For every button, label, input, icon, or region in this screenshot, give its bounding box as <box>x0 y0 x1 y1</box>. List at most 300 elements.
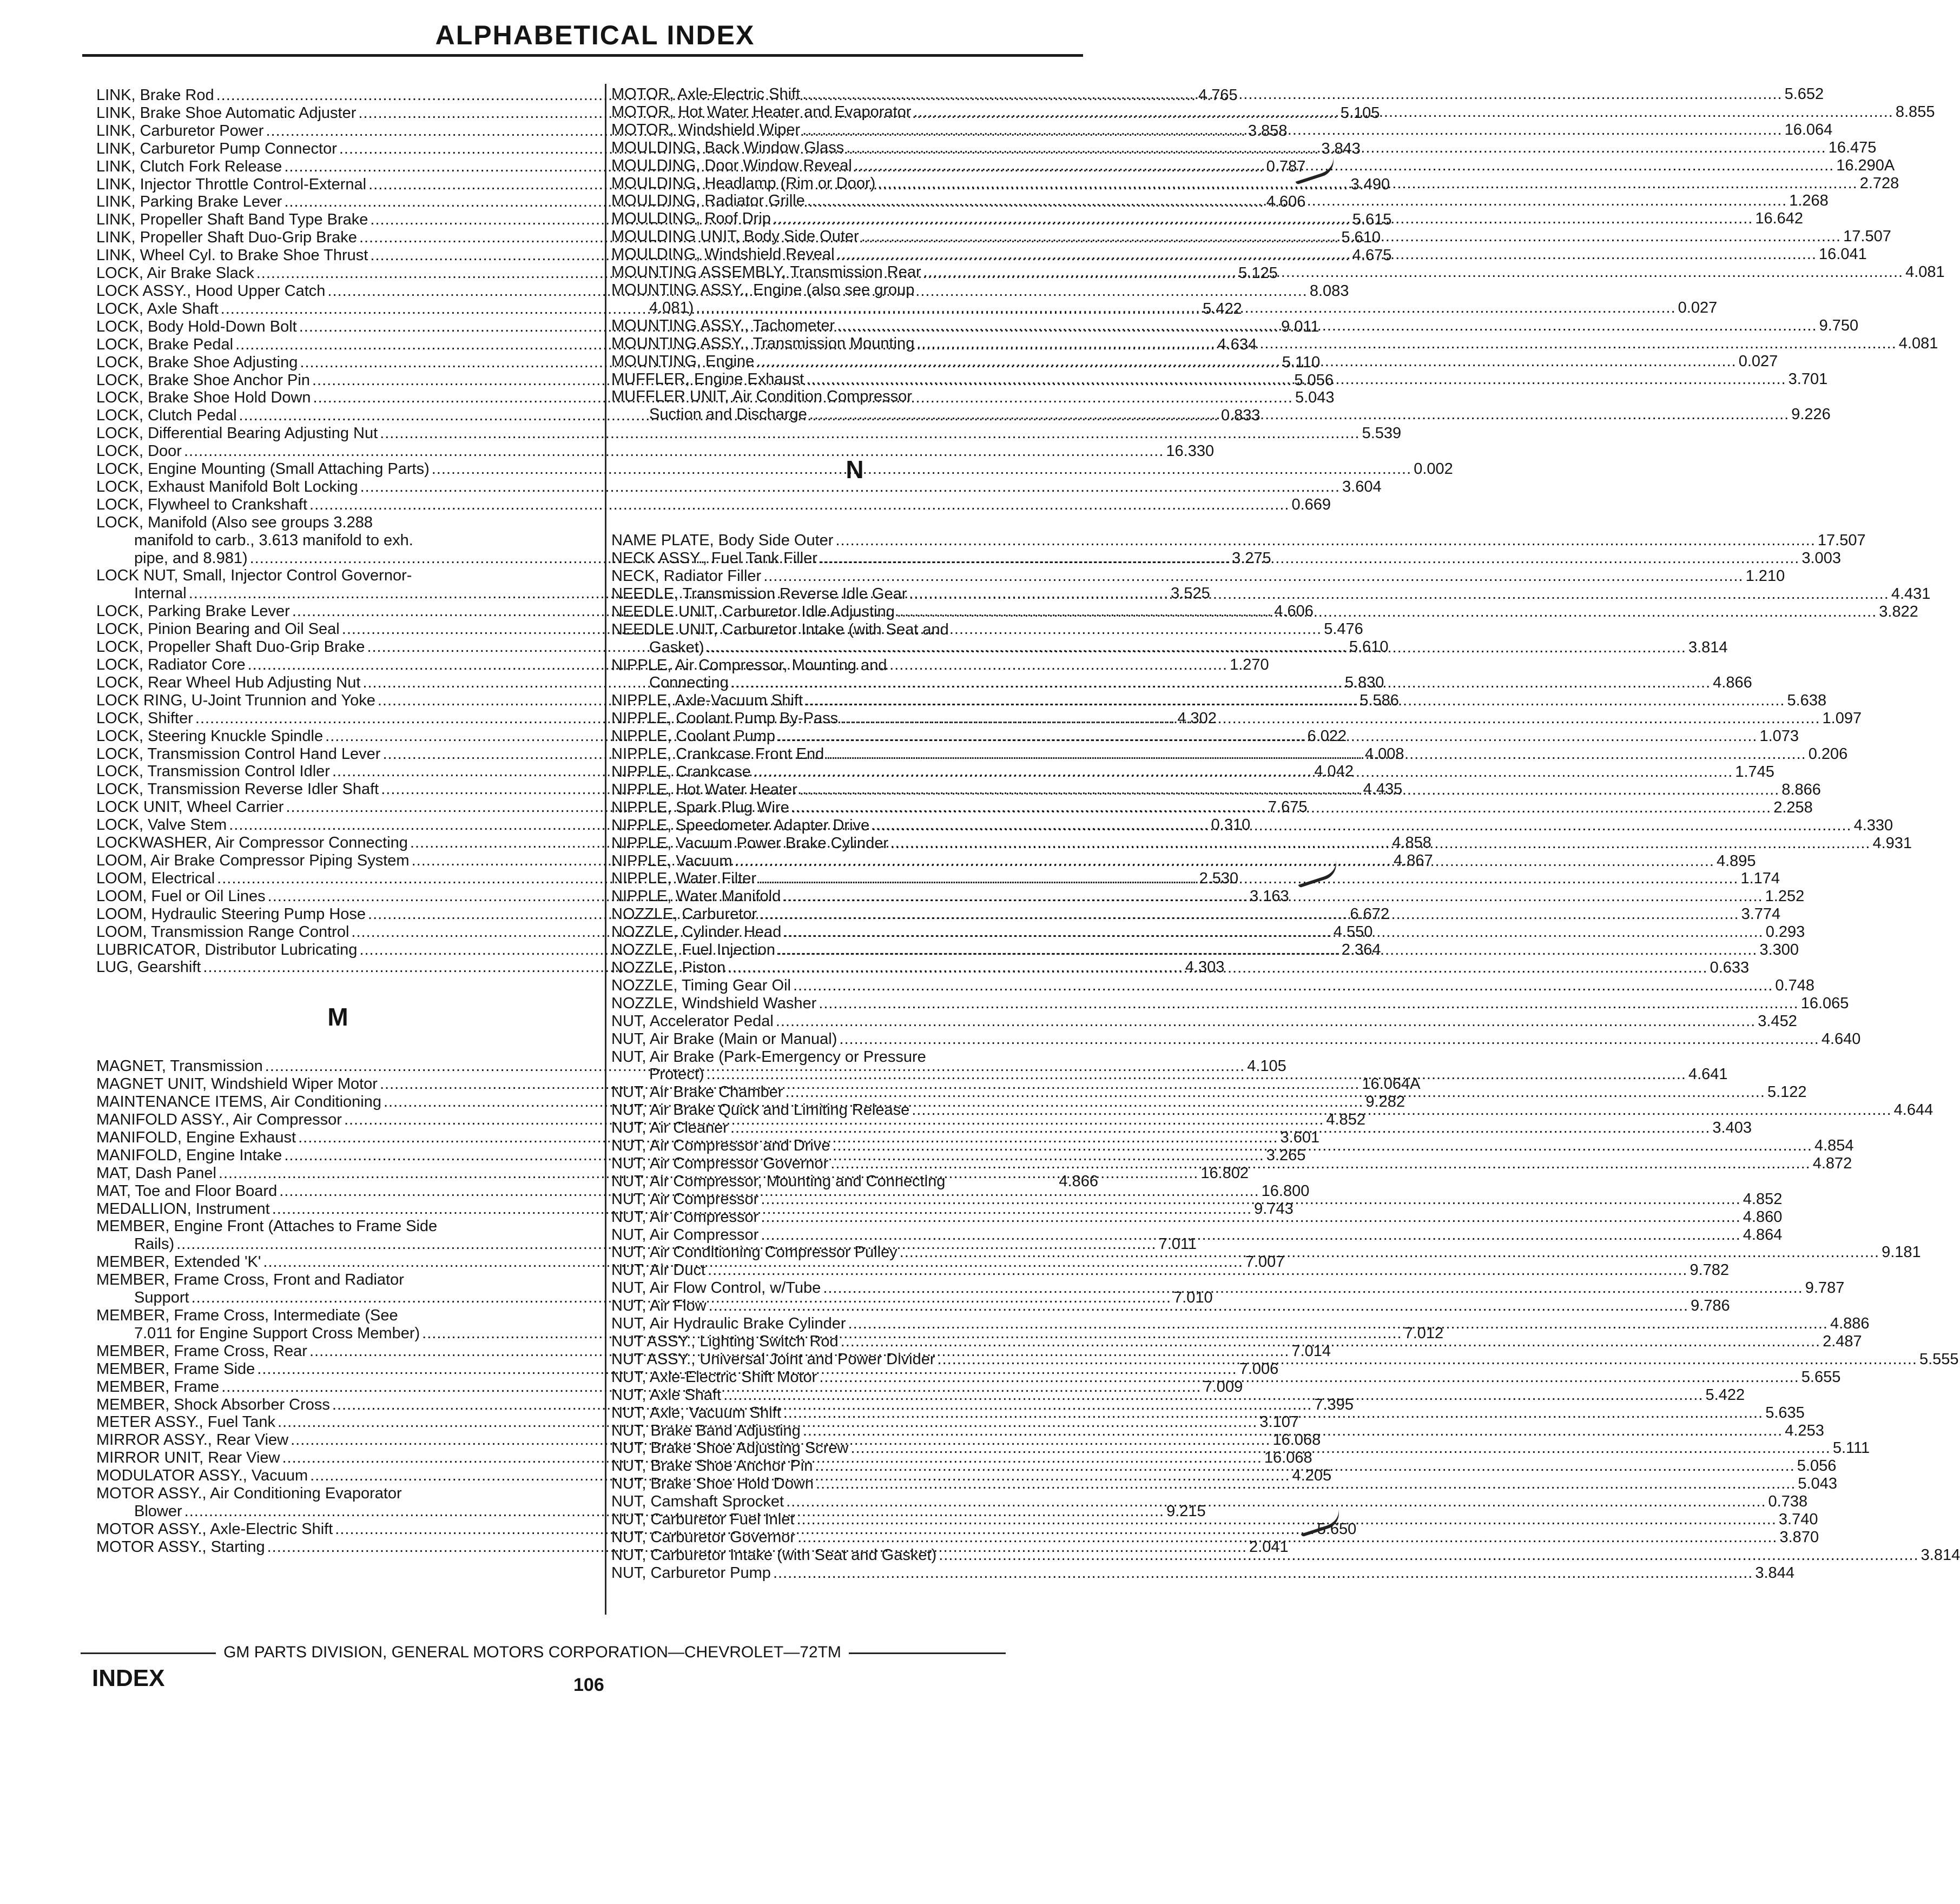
index-entry <box>96 1271 579 1289</box>
entry-ref: 3.265 <box>1266 1146 1306 1164</box>
entry-term: MANIFOLD, Engine Intake <box>96 1146 282 1164</box>
entry-term: MOUNTING ASSY., Tachometer <box>611 316 835 334</box>
entry-term: MOULDING, Headlamp (Rim or Door) <box>611 174 876 192</box>
index-entry <box>611 1012 1797 1030</box>
dot-leader <box>783 888 1763 905</box>
entry-ref: 4.640 <box>1821 1030 1861 1048</box>
entry-term: MUFFLER, Engine Exhaust <box>611 370 804 388</box>
dot-leader <box>823 1279 1803 1297</box>
entry-ref: 8.855 <box>1895 103 1935 121</box>
entry-term: MOTOR ASSY., Starting <box>96 1538 265 1556</box>
entry-term: NOZZLE, Fuel Injection <box>611 941 775 959</box>
entry-ref: 5.111 <box>1832 1439 1870 1457</box>
entry-ref: 4.606 <box>1266 193 1306 211</box>
entry-ref: 3.163 <box>1250 887 1289 905</box>
entry-term: LINK, Carburetor Power <box>96 122 264 140</box>
entry-ref: 7.009 <box>1203 1378 1243 1396</box>
entry-ref: 0.206 <box>1808 745 1848 763</box>
index-entry <box>96 425 1402 442</box>
entry-term: LOCK, Parking Brake Lever <box>96 603 290 620</box>
entry-ref: 2.041 <box>1249 1538 1289 1556</box>
entry-ref: 5.422 <box>1705 1386 1745 1404</box>
entry-ref: 5.422 <box>1203 300 1242 318</box>
dot-leader <box>696 299 1675 317</box>
entry-ref: 1.097 <box>1822 710 1862 728</box>
page-number: 106 <box>573 1675 604 1695</box>
entry-term: LINK, Brake Rod <box>96 87 214 104</box>
entry-term: LOCK, Axle Shaft <box>96 300 219 318</box>
dot-leader <box>938 1351 1917 1368</box>
entry-term: Suction and Discharge <box>649 406 807 424</box>
entry-term: METER ASSY., Fuel Tank <box>96 1413 275 1431</box>
entry-ref: 3.107 <box>1259 1413 1299 1431</box>
entry-ref: 7.006 <box>1239 1360 1279 1378</box>
entry-ref: 5.476 <box>1324 620 1363 638</box>
entry-term: Gasket) <box>649 638 704 656</box>
entry-term: MEMBER, Frame Cross, Front and Radiator <box>96 1271 404 1289</box>
dot-leader <box>735 852 1714 870</box>
entry-ref: 9.215 <box>1166 1502 1206 1520</box>
entry-term: LINK, Wheel Cyl. to Brake Shoe Thrust <box>96 247 368 265</box>
dot-leader <box>793 977 1773 995</box>
entry-ref: 3.300 <box>1759 941 1799 959</box>
entry-term: LOCKWASHER, Air Compressor Connecting <box>96 834 408 852</box>
entry-term: LOCK NUT, Small, Injector Control Governor- <box>96 567 412 585</box>
index-entry <box>611 388 1098 406</box>
dot-leader <box>776 1013 1756 1030</box>
entry-ref: 4.852 <box>1326 1111 1365 1129</box>
entry-ref: 16.330 <box>1166 442 1215 460</box>
entry-ref: 5.638 <box>1787 692 1827 710</box>
entry-term: NUT, Air Compressor and Drive <box>611 1137 830 1155</box>
entry-ref: 9.743 <box>1254 1200 1294 1218</box>
entry-term: LINK, Injector Throttle Control-External <box>96 175 367 193</box>
index-entry <box>96 460 1453 478</box>
entry-term: NUT, Air Brake Quick and Limiting Release <box>611 1101 910 1119</box>
entry-term: LOCK, Transmission Control Idler <box>96 763 330 781</box>
entry-term: NUT, Air Compressor, Mounting and Connecting <box>611 1172 946 1190</box>
entry-ref: 4.644 <box>1893 1101 1933 1119</box>
entry-term: 4.081) <box>649 299 694 316</box>
entry-term: LOCK ASSY., Hood Upper Catch <box>96 282 326 300</box>
entry-term: NUT, Air Flow Control, w/Tube <box>611 1279 821 1297</box>
entry-ref: 3.403 <box>1712 1119 1752 1137</box>
entry-ref: 5.652 <box>1784 85 1824 103</box>
entry-term: MEMBER, Shock Absorber Cross <box>96 1396 330 1413</box>
entry-ref: 1.073 <box>1759 728 1799 745</box>
entry-ref: 3.814 <box>1688 638 1728 656</box>
entry-term: NUT, Air Compressor <box>611 1226 759 1244</box>
dot-leader <box>809 406 1789 424</box>
footer-rule-right <box>849 1652 1006 1654</box>
dot-leader <box>839 1030 1819 1048</box>
entry-term: NUT, Air Compressor <box>611 1190 759 1208</box>
entry-ref: 7.010 <box>1173 1289 1213 1307</box>
entry-term: MOUNTING, Engine <box>611 352 755 370</box>
entry-term: LOCK, Brake Shoe Anchor Pin <box>96 371 310 389</box>
dot-leader <box>777 728 1757 745</box>
index-entry <box>611 976 1814 995</box>
entry-term: NUT, Axle Shaft <box>611 1386 722 1404</box>
entry-ref: 3.601 <box>1280 1128 1320 1146</box>
index-entry <box>611 1279 1845 1297</box>
entry-term: MAT, Dash Panel <box>96 1164 216 1182</box>
entry-ref: 3.814 <box>1921 1546 1960 1564</box>
entry-term: NEEDLE, Transmission Reverse Idle Gear <box>611 585 907 603</box>
entry-ref: 4.205 <box>1292 1467 1332 1485</box>
entry-term: manifold to carb., 3.613 manifold to exh. <box>134 531 413 549</box>
entry-term: MEDALLION, Instrument <box>96 1200 270 1218</box>
entry-term: NOZZLE, Timing Gear Oil <box>611 976 791 994</box>
entry-term: LINK, Brake Shoe Automatic Adjuster <box>96 104 357 122</box>
entry-ref: 16.064 <box>1784 121 1833 138</box>
dot-leader <box>791 799 1771 817</box>
dot-leader <box>846 139 1826 157</box>
entry-term: LOCK, Steering Knuckle Spindle <box>96 727 324 745</box>
entry-ref: 5.610 <box>1341 229 1381 247</box>
entry-term: NUT, Carburetor Governor <box>611 1528 796 1546</box>
entry-ref: 4.081 <box>1905 263 1945 281</box>
entry-term: LOCK, Differential Bearing Adjusting Nut <box>96 425 378 442</box>
dot-leader <box>913 103 1893 121</box>
entry-term: NEEDLE UNIT, Carburetor Idle Adjusting <box>611 603 895 620</box>
entry-term: NIPPLE, Air Compressor, Mounting and <box>611 656 887 674</box>
entry-term: Protect) <box>649 1066 704 1083</box>
entry-ref: 7.007 <box>1245 1253 1285 1271</box>
dot-leader <box>753 763 1733 781</box>
entry-term: MEMBER, Frame Side <box>96 1360 255 1378</box>
entry-term: MANIFOLD, Engine Exhaust <box>96 1128 296 1146</box>
entry-term: LINK, Propeller Shaft Duo-Grip Brake <box>96 229 357 247</box>
dot-leader <box>890 835 1870 852</box>
entry-ref: 9.226 <box>1791 406 1831 424</box>
dot-leader <box>786 1493 1766 1511</box>
entry-ref: 4.330 <box>1853 816 1893 834</box>
entry-ref: 16.065 <box>1800 994 1849 1012</box>
entry-ref: 2.364 <box>1341 941 1381 958</box>
entry-term: LOCK, Flywheel to Crankshaft <box>96 495 308 513</box>
entry-term: NUT, Air Conditioning Compressor Pulley <box>611 1244 897 1261</box>
entry-ref: 16.041 <box>1819 246 1867 263</box>
entry-ref: 4.854 <box>1814 1137 1854 1155</box>
entry-term: LOOM, Electrical <box>96 869 215 887</box>
entry-term: NUT, Brake Shoe Hold Down <box>611 1475 814 1493</box>
entry-term: NUT, Air Duct <box>611 1261 706 1279</box>
dot-leader <box>708 1261 1687 1279</box>
entry-ref: 2.487 <box>1823 1333 1862 1350</box>
entry-ref: 4.866 <box>1713 674 1752 692</box>
index-entry <box>611 1564 1794 1582</box>
dot-leader <box>815 1457 1794 1475</box>
entry-ref: 2.728 <box>1859 174 1899 192</box>
page-title: ALPHABETICAL INDEX <box>435 20 755 50</box>
index-entry <box>611 1030 1861 1048</box>
dot-leader <box>841 1333 1820 1351</box>
dot-leader <box>761 1208 1740 1226</box>
entry-ref: 4.931 <box>1872 834 1912 852</box>
entry-term: MOULDING UNIT, Body Side Outer <box>611 228 859 246</box>
entry-term: MEMBER, Frame <box>96 1378 220 1396</box>
entry-ref: 3.490 <box>1350 175 1390 193</box>
entry-ref: 4.867 <box>1394 851 1433 869</box>
entry-term: MOUNTING ASSEMBLY, Transmission Rear <box>611 263 921 281</box>
entry-ref: 4.765 <box>1198 87 1238 104</box>
entry-term: LOCK, Clutch Pedal <box>96 407 237 425</box>
entry-ref: 1.268 <box>1789 192 1829 210</box>
entry-term: LOOM, Transmission Range Control <box>96 923 349 941</box>
entry-term: LOCK, Transmission Control Hand Lever <box>96 745 381 763</box>
index-entry <box>96 532 579 550</box>
entry-term: MODULATOR ASSY., Vacuum <box>96 1467 308 1485</box>
footer-credit: GM PARTS DIVISION, GENERAL MOTORS CORPORATION—CHEVROLET—72TM <box>223 1643 841 1661</box>
dot-leader <box>820 550 1799 567</box>
entry-term: NUT ASSY., Lighting Switch Rod <box>611 1333 839 1350</box>
entry-ref: 4.641 <box>1688 1066 1728 1083</box>
entry-ref: 1.745 <box>1735 763 1774 781</box>
entry-ref: 4.860 <box>1743 1208 1783 1226</box>
entry-term: MEMBER, Frame Cross, Rear <box>96 1342 307 1360</box>
dot-leader <box>759 905 1739 923</box>
entry-term: MEMBER, Engine Front (Attaches to Frame Side <box>96 1218 438 1235</box>
entry-term: NIPPLE, Crankcase <box>611 763 751 781</box>
entry-term: NUT, Brake Shoe Adjusting Screw <box>611 1439 849 1457</box>
entry-ref: 8.866 <box>1781 781 1821 798</box>
entry-ref: 0.669 <box>1291 495 1331 513</box>
dot-leader <box>837 317 1817 335</box>
dot-leader <box>854 157 1834 175</box>
index-entry <box>96 442 1215 460</box>
entry-ref: 5.615 <box>1352 211 1392 229</box>
entry-ref: 5.586 <box>1360 691 1399 709</box>
dot-leader <box>723 1386 1703 1404</box>
index-entry <box>611 532 1866 550</box>
dot-leader <box>826 745 1806 763</box>
index-entry <box>96 567 579 585</box>
entry-term: NOZZLE, Piston <box>611 958 726 976</box>
dot-leader <box>761 1191 1740 1208</box>
section-label: INDEX <box>92 1665 165 1691</box>
entry-ref: 4.105 <box>1247 1057 1286 1075</box>
entry-ref: 4.886 <box>1830 1315 1870 1333</box>
entry-term: MOTOR ASSY., Air Conditioning Evaporator <box>96 1485 402 1503</box>
entry-term: NIPPLE, Water Filter <box>611 870 757 888</box>
entry-term: MOTOR, Hot Water Heater and Evaporator <box>611 103 912 121</box>
entry-ref: 4.866 <box>1059 1172 1098 1190</box>
entry-term: LOCK, Transmission Reverse Idler Shaft <box>96 781 379 798</box>
entry-ref: 4.253 <box>1785 1422 1824 1439</box>
entry-term: LINK, Propeller Shaft Band Type Brake <box>96 211 368 229</box>
entry-ref: 3.822 <box>1879 603 1918 620</box>
entry-ref: 0.027 <box>1678 299 1718 316</box>
entry-ref: 16.475 <box>1828 138 1877 156</box>
entry-ref: 2.258 <box>1773 798 1813 816</box>
entry-term: LOCK, Shifter <box>96 709 193 727</box>
entry-term: LOCK RING, U-Joint Trunnion and Yoke <box>96 691 375 709</box>
index-entry <box>611 1048 1098 1066</box>
dot-leader <box>758 870 1738 888</box>
entry-ref: 5.043 <box>1295 389 1335 407</box>
entry-ref: 16.290A <box>1836 156 1895 174</box>
entry-ref: 3.774 <box>1741 905 1781 923</box>
dot-leader <box>731 674 1711 692</box>
entry-ref: 0.293 <box>1765 923 1805 941</box>
entry-term: NIPPLE, Coolant Pump By-Pass <box>611 710 839 728</box>
dot-leader <box>840 710 1820 728</box>
entry-term: Rails) <box>134 1235 175 1253</box>
dot-leader <box>835 532 1815 550</box>
entry-term: NUT, Accelerator Pedal <box>611 1012 774 1030</box>
entry-term: pipe, and 8.981) <box>134 549 248 567</box>
index-entry <box>96 478 1382 496</box>
entry-ref: 3.740 <box>1778 1511 1818 1529</box>
entry-ref: 0.310 <box>1211 816 1251 834</box>
title-rule <box>82 54 1083 57</box>
entry-term: NUT, Brake Shoe Anchor Pin <box>611 1457 813 1475</box>
entry-ref: 7.675 <box>1268 798 1308 816</box>
entry-ref: 5.105 <box>1340 104 1380 122</box>
entry-ref: 5.056 <box>1797 1457 1837 1475</box>
entry-ref: 0.738 <box>1768 1493 1808 1511</box>
entry-term: NUT, Air Brake Chamber <box>611 1083 783 1101</box>
index-entry <box>96 495 1331 514</box>
entry-ref: 16.064A <box>1362 1075 1421 1093</box>
entry-ref: 3.844 <box>1755 1564 1794 1582</box>
entry-term: MOUNTING ASSY., Engine (also see group <box>611 281 915 299</box>
entry-ref: 3.275 <box>1232 549 1271 567</box>
entry-term: NUT, Air Compressor <box>611 1208 759 1226</box>
entry-term: LOCK, Air Brake Slack <box>96 265 254 282</box>
entry-term: NUT, Camshaft Sprocket <box>611 1493 784 1511</box>
entry-ref: 3.701 <box>1788 370 1828 388</box>
dot-leader <box>939 1546 1918 1564</box>
entry-ref: 5.650 <box>1317 1520 1357 1538</box>
index-entry <box>611 657 1098 675</box>
dot-leader <box>923 263 1903 281</box>
entry-term: LOCK, Brake Shoe Adjusting <box>96 353 298 371</box>
entry-term: MOULDING, Roof Drip <box>611 210 771 228</box>
entry-ref: 3.003 <box>1801 550 1841 567</box>
entry-term: Support <box>134 1289 189 1307</box>
dot-leader <box>707 639 1686 657</box>
entry-term: MOUNTING ASSY., Transmission Mounting <box>611 334 915 352</box>
dot-leader <box>761 1226 1740 1244</box>
entry-term: NECK ASSY., Fuel Tank Filler <box>611 550 817 567</box>
entry-term: MEMBER, Frame Cross, Intermediate (See <box>96 1307 398 1324</box>
entry-term: NAME PLATE, Body Side Outer <box>611 532 834 550</box>
section-heading-n: N <box>846 455 864 484</box>
entry-ref: 6.672 <box>1350 905 1390 923</box>
dot-leader <box>803 1422 1783 1440</box>
dot-leader <box>802 121 1782 139</box>
entry-ref: 0.833 <box>1220 407 1261 425</box>
entry-ref: 0.787 <box>1266 157 1306 175</box>
entry-ref: 4.302 <box>1177 709 1217 727</box>
entry-ref: 0.633 <box>1710 958 1750 976</box>
entry-term: NUT, Axle, Vacuum Shift <box>611 1404 781 1422</box>
entry-ref: 5.610 <box>1349 638 1389 656</box>
dot-leader <box>909 585 1889 603</box>
dot-leader <box>816 1475 1796 1493</box>
dot-leader <box>773 210 1753 228</box>
entry-term: MUFFLER UNIT, Air Condition Compressor <box>611 388 912 406</box>
entry-term: MOTOR, Windshield Wiper <box>611 121 801 138</box>
entry-ref: 17.507 <box>1843 228 1891 246</box>
entry-term: NIPPLE, Axle-Vacuum Shift <box>611 692 803 710</box>
entry-ref: 17.507 <box>1817 532 1866 550</box>
dot-leader <box>763 567 1743 585</box>
index-entry <box>611 281 1098 299</box>
entry-term: MIRROR UNIT, Rear View <box>96 1449 280 1467</box>
section-heading-m: M <box>327 1003 348 1032</box>
entry-term: NUT, Brake Band Adjusting <box>611 1422 801 1439</box>
entry-ref: 4.431 <box>1891 585 1931 603</box>
entry-term: NUT, Carburetor Intake (with Seat and Gasket) <box>611 1546 937 1564</box>
entry-ref: 7.011 <box>1158 1235 1197 1253</box>
entry-ref: 4.042 <box>1314 763 1354 781</box>
dot-leader <box>777 941 1757 959</box>
entry-term: MOULDING, Back Window Glass <box>611 138 844 156</box>
entry-term: NUT, Air Cleaner <box>611 1119 728 1137</box>
entry-ref: 5.122 <box>1767 1083 1807 1101</box>
entry-term: NIPPLE, Hot Water Heater <box>611 781 797 798</box>
entry-ref: 5.056 <box>1294 371 1334 389</box>
entry-term: MOTOR ASSY., Axle-Electric Shift <box>96 1520 333 1538</box>
entry-term: MAINTENANCE ITEMS, Air Conditioning <box>96 1093 381 1111</box>
entry-ref: 4.435 <box>1363 781 1403 798</box>
entry-term: LOCK, Manifold (Also see groups 3.288 <box>96 513 373 531</box>
entry-ref: 16.800 <box>1261 1182 1310 1200</box>
dot-leader <box>709 1297 1688 1315</box>
entry-term: LINK, Clutch Fork Release <box>96 157 282 175</box>
dot-leader <box>872 817 1851 835</box>
entry-term: LOOM, Air Brake Compressor Piping System <box>96 851 410 869</box>
entry-ref: 0.027 <box>1738 352 1778 370</box>
entry-term: LOCK, Engine Mounting (Small Attaching Parts) <box>96 460 430 478</box>
entry-ref: 9.282 <box>1365 1093 1405 1111</box>
entry-term: LOOM, Fuel or Oil Lines <box>96 887 266 905</box>
entry-term: NOZZLE, Windshield Washer <box>611 994 817 1012</box>
entry-term: LOCK, Body Hold-Down Bolt <box>96 318 297 335</box>
entry-term: NUT, Axle-Electric Shift Motor <box>611 1368 817 1386</box>
entry-term: MIRROR ASSY., Rear View <box>96 1431 289 1449</box>
entry-term: NOZZLE, Carburetor <box>611 905 757 923</box>
entry-term: NIPPLE, Speedometer Adapter Drive <box>611 816 870 834</box>
entry-ref: 4.675 <box>1352 247 1392 265</box>
dot-leader <box>786 1083 1765 1101</box>
entry-term: MAGNET, Transmission <box>96 1057 263 1075</box>
index-entry <box>611 1173 1098 1191</box>
entry-term: LOCK, Valve Stem <box>96 816 227 834</box>
entry-ref: 3.525 <box>1171 585 1210 603</box>
dot-leader <box>797 1529 1777 1546</box>
index-entry <box>96 1485 579 1503</box>
entry-term: NIPPLE, Water Manifold <box>611 888 781 905</box>
dot-leader <box>833 1137 1812 1155</box>
entry-ref: 4.634 <box>1217 335 1257 353</box>
entry-term: MANIFOLD ASSY., Air Compressor <box>96 1111 342 1129</box>
entry-ref: 6.022 <box>1307 727 1347 745</box>
dot-leader <box>861 228 1841 246</box>
entry-term: NUT, Air Hydraulic Brake Cylinder <box>611 1315 846 1333</box>
entry-term: LOOM, Hydraulic Steering Pump Hose <box>96 905 366 923</box>
entry-ref: 3.843 <box>1321 140 1361 157</box>
entry-term: NIPPLE, Coolant Pump <box>611 728 776 745</box>
entry-ref: 7.012 <box>1404 1324 1444 1342</box>
entry-term: NIPPLE, Vacuum <box>611 852 732 870</box>
dot-leader <box>783 1404 1763 1422</box>
dot-leader <box>800 781 1779 799</box>
dot-leader <box>819 995 1798 1013</box>
